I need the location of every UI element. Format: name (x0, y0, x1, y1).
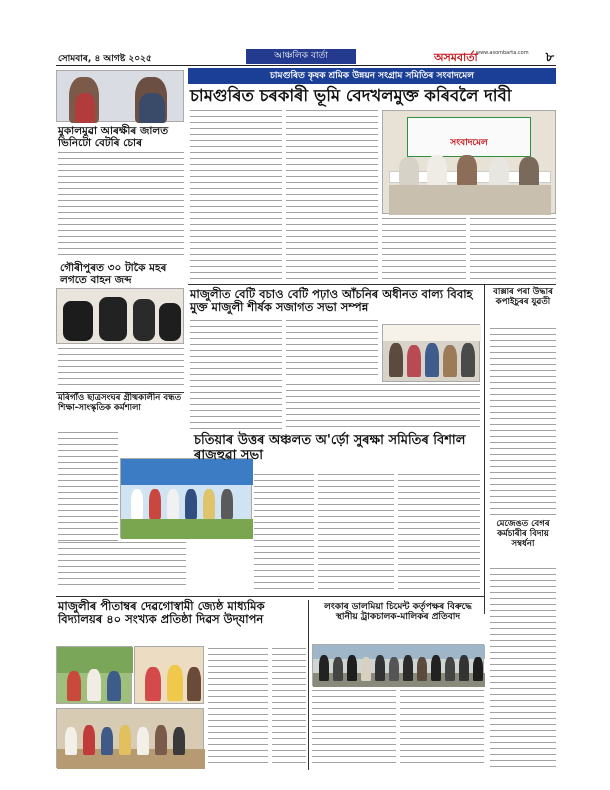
workshop-photo (120, 458, 252, 538)
right-headline-rescue: বাক্সাৰ পৰা উদ্ধাৰ কপাইচুৰৰ যুৱতী (493, 287, 553, 307)
majuli-body-col1 (190, 320, 282, 430)
lanka-body-col2 (400, 690, 484, 768)
newspaper-page (56, 48, 556, 772)
right-body-rescue (490, 328, 556, 516)
workshop-headline: মৰিগাঁও ছাত্ৰসংঘৰ গ্ৰীষ্মকালীন বন্ধত শিক্ষা-সাংস্কৃতিক কৰ্মশালা (58, 393, 182, 413)
majuli-headline: মাজুলীত বেটি বচাও বেটি পঢ়াও আঁচনিৰ অধীনত বাল্য বিবাহ মুক্ত মাজুলী শীৰ্ষক সজাগত সভা সম্পন্ন (190, 287, 473, 315)
newspaper-logo: অসমবাৰ্তা (434, 51, 478, 64)
main-headline: চামগুৰিত চৰকাৰী ভূমি বেদখলমুক্ত কৰিবলৈ দাবী (190, 86, 512, 105)
lanka-protest-photo (312, 644, 484, 686)
press-meet-photo (382, 110, 556, 214)
school-body-col1 (208, 648, 268, 768)
main-body-col3 (382, 218, 466, 282)
main-body-col1 (190, 110, 282, 282)
story-body-theft (58, 152, 184, 260)
story-body-gaurishpur (58, 348, 184, 388)
story-headline-gaurishpur: গৌৰীপুৰত ৩০ টাকৈ মহৰ লগতে বাহন জব্দ (60, 262, 167, 287)
school-body-col2 (272, 648, 306, 768)
school-photo-1 (56, 646, 132, 704)
website-text: www.asombarta.com (476, 50, 529, 56)
school-photo-2 (134, 646, 204, 704)
chaitia-body-col1 (254, 474, 314, 594)
majuli-meeting-photo (382, 324, 480, 382)
main-body-col2 (286, 110, 378, 282)
majuli-body-col2 (286, 320, 378, 380)
buffalo-photo (56, 288, 184, 344)
page-header (56, 48, 556, 66)
chaitia-body-col2 (318, 474, 394, 594)
issue-date: সোমবাৰ, ৪ আগষ্ট ২০২৫ (58, 54, 152, 64)
majuli-body-col3 (286, 384, 480, 430)
chaitia-headline: চতিয়াৰ উত্তৰ অঞ্চলত অ'ৰ্ড়ো সুৰক্ষা সমিতিৰ বিশাল ৰাজহুৱা সভা (194, 433, 466, 463)
section-title: আঞ্চলিক বাৰ্তা (246, 49, 356, 64)
school-headline: মাজুলীৰ পীতাম্বৰ দেৱগোস্বামী জ্যেষ্ঠ মাধ্যমিক বিদ্যালয়ৰ ৪০ সংখ্যক প্ৰতিষ্ঠা দিৱস উদ্‌যাপন (58, 599, 265, 627)
arrest-photo (56, 70, 184, 122)
workshop-body-2 (58, 542, 186, 590)
workshop-body (58, 432, 118, 542)
lanka-body-col1 (312, 690, 396, 768)
main-body-col4 (470, 218, 556, 282)
right-body-farewell (490, 568, 556, 768)
story-headline-theft: মুকালমুৱা আৰক্ষীৰ জালত ভিনিটো বেটৰি চোৰ (58, 125, 169, 150)
school-photo-3 (56, 708, 204, 768)
lanka-headline: লংকাৰ ডালমিয়া চিমেন্ট কৰ্তৃপক্ষৰ বিৰুদ্ধে স্থানীয় ট্ৰাকচালক-মালিকৰ প্ৰতিবাদ (324, 602, 472, 623)
poster-title: সংবাদমেল (450, 138, 488, 148)
main-banner: চামগুৰিত কৃষক শ্ৰমিক উন্নয়ন সংগ্ৰাম সমিতিৰ সংবাদমেল (188, 68, 556, 84)
page-number: ৮ (545, 50, 554, 65)
chaitia-body-col3 (398, 474, 480, 594)
right-headline-farewell: মেজেঙত বেগৰ কৰ্মচাৰীৰ বিদায় সম্বৰ্ধনা (496, 519, 550, 549)
